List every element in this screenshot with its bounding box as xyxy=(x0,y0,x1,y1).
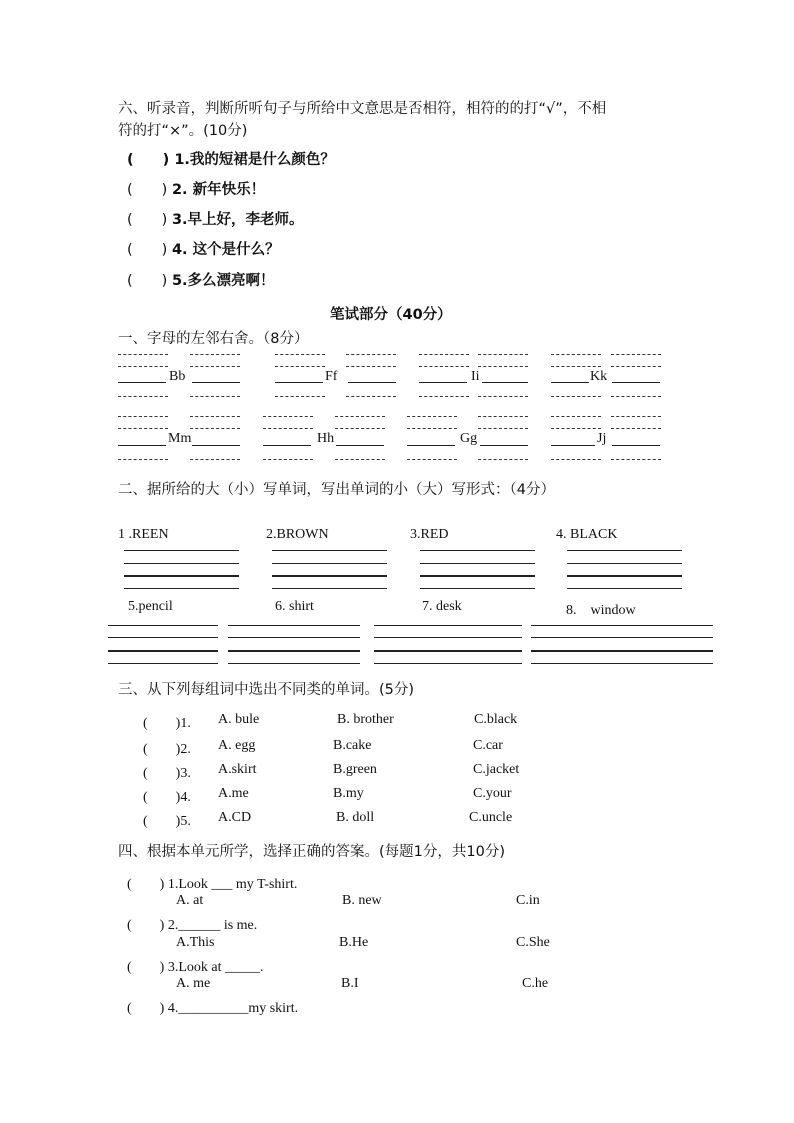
table-row xyxy=(143,712,191,732)
option-a: A.me xyxy=(218,786,249,801)
table-row xyxy=(143,762,191,782)
answer-paren[interactable]: ( ) xyxy=(127,1001,165,1016)
option-b: B. brother xyxy=(337,712,394,727)
list-item xyxy=(127,148,335,169)
letter-ff: Ff xyxy=(325,369,338,384)
answer-paren[interactable]: ( ) xyxy=(127,242,168,258)
letter-jj: Jj xyxy=(597,431,607,446)
word-window: 8. window xyxy=(566,603,636,618)
letter-hh: Hh xyxy=(317,431,335,446)
word-brown: 2.BROWN xyxy=(266,527,329,542)
option-c: C.your xyxy=(473,786,512,801)
option-c: C.he xyxy=(522,976,549,991)
answer-paren[interactable]: ( ) xyxy=(127,212,168,228)
question-number: 5. xyxy=(180,814,191,829)
answer-paren[interactable]: ( ) xyxy=(127,877,165,892)
answer-paren[interactable]: ( ) xyxy=(127,182,168,198)
answer-paren[interactable]: ( ) xyxy=(143,716,181,731)
option-b: B. new xyxy=(342,893,382,908)
option-a: A. at xyxy=(176,893,204,908)
question-text: 4.__________my skirt. xyxy=(167,1001,299,1016)
option-a: A.CD xyxy=(218,810,252,825)
list-item xyxy=(127,269,275,290)
item-text: 3.早上好，李老师。 xyxy=(171,212,304,228)
letter-kk: Kk xyxy=(590,369,608,384)
list-item xyxy=(127,956,263,976)
letter-ii: Ii xyxy=(471,369,480,384)
option-b: B.cake xyxy=(333,738,372,753)
question-text: 3.Look at _____. xyxy=(167,960,264,975)
item-text: 5.多么漂亮啊！ xyxy=(171,273,275,289)
list-item xyxy=(127,238,280,259)
option-b: B.my xyxy=(333,786,364,801)
question-number: 3. xyxy=(180,766,191,781)
answer-paren[interactable]: ( ) xyxy=(127,152,170,168)
answer-paren[interactable]: ( ) xyxy=(127,960,165,975)
list-item xyxy=(127,178,265,199)
table-row xyxy=(143,786,191,806)
word-black: 4. BLACK xyxy=(556,527,618,542)
item-text: 2. 新年快乐！ xyxy=(171,182,266,198)
section1-title: 一、字母的左邻右舍。（8分） xyxy=(118,331,309,347)
option-a: A. bule xyxy=(218,712,260,727)
option-c: C.black xyxy=(474,712,518,727)
question-number: 4. xyxy=(180,790,191,805)
answer-paren[interactable]: ( ) xyxy=(143,766,181,781)
word-desk: 7. desk xyxy=(422,599,462,614)
answer-paren[interactable]: ( ) xyxy=(143,742,181,757)
option-b: B.I xyxy=(341,976,359,991)
option-b: B.He xyxy=(339,935,369,950)
word-pencil: 5.pencil xyxy=(128,599,173,614)
option-a: A.skirt xyxy=(218,762,257,777)
word-reen: 1 .REEN xyxy=(118,527,169,542)
answer-paren[interactable]: ( ) xyxy=(127,273,168,289)
section6-title-line2: 符的打“×”。(10分) xyxy=(118,123,248,139)
letter-mm: Mm xyxy=(168,431,192,446)
item-text: 1.我的短裙是什么颜色？ xyxy=(174,152,335,168)
question-text: 2.______ is me. xyxy=(167,918,258,933)
letter-bb: Bb xyxy=(169,369,186,384)
letter-gg: Gg xyxy=(460,431,478,446)
item-text: 4. 这个是什么？ xyxy=(171,242,280,258)
option-c: C.in xyxy=(516,893,540,908)
list-item xyxy=(127,873,297,893)
section3-title: 三、从下列每组词中选出不同类的单词。(5分) xyxy=(118,682,415,698)
option-a: A.This xyxy=(176,935,215,950)
answer-paren[interactable]: ( ) xyxy=(127,918,165,933)
table-row xyxy=(143,738,191,758)
section6-title-line1: 六、听录音，判断所听句子与所给中文意思是否相符，相符的的打“√”，不相 xyxy=(118,101,607,117)
option-a: A. egg xyxy=(218,738,256,753)
list-item xyxy=(127,914,257,934)
table-row xyxy=(143,810,191,830)
list-item xyxy=(127,997,298,1017)
section2-title: 二、据所给的大（小）写单词，写出单词的小（大）写形式：（4分） xyxy=(118,482,555,498)
option-b: B. doll xyxy=(336,810,375,825)
answer-paren[interactable]: ( ) xyxy=(143,790,181,805)
option-c: C.jacket xyxy=(473,762,520,777)
option-b: B.green xyxy=(333,762,377,777)
question-number: 2. xyxy=(180,742,191,757)
section4-title: 四、根据本单元所学，选择正确的答案。(每题1分，共10分) xyxy=(118,844,505,860)
word-red: 3.RED xyxy=(410,527,449,542)
answer-paren[interactable]: ( ) xyxy=(143,814,181,829)
option-a: A. me xyxy=(176,976,211,991)
list-item xyxy=(127,208,304,229)
option-c: C.She xyxy=(516,935,550,950)
word-shirt: 6. shirt xyxy=(275,599,314,614)
option-c: C.car xyxy=(473,738,503,753)
option-c: C.uncle xyxy=(469,810,513,825)
written-part-title: 笔试部分（40分） xyxy=(330,307,452,323)
question-text: 1.Look ___ my T-shirt. xyxy=(167,877,298,892)
question-number: 1. xyxy=(180,716,191,731)
